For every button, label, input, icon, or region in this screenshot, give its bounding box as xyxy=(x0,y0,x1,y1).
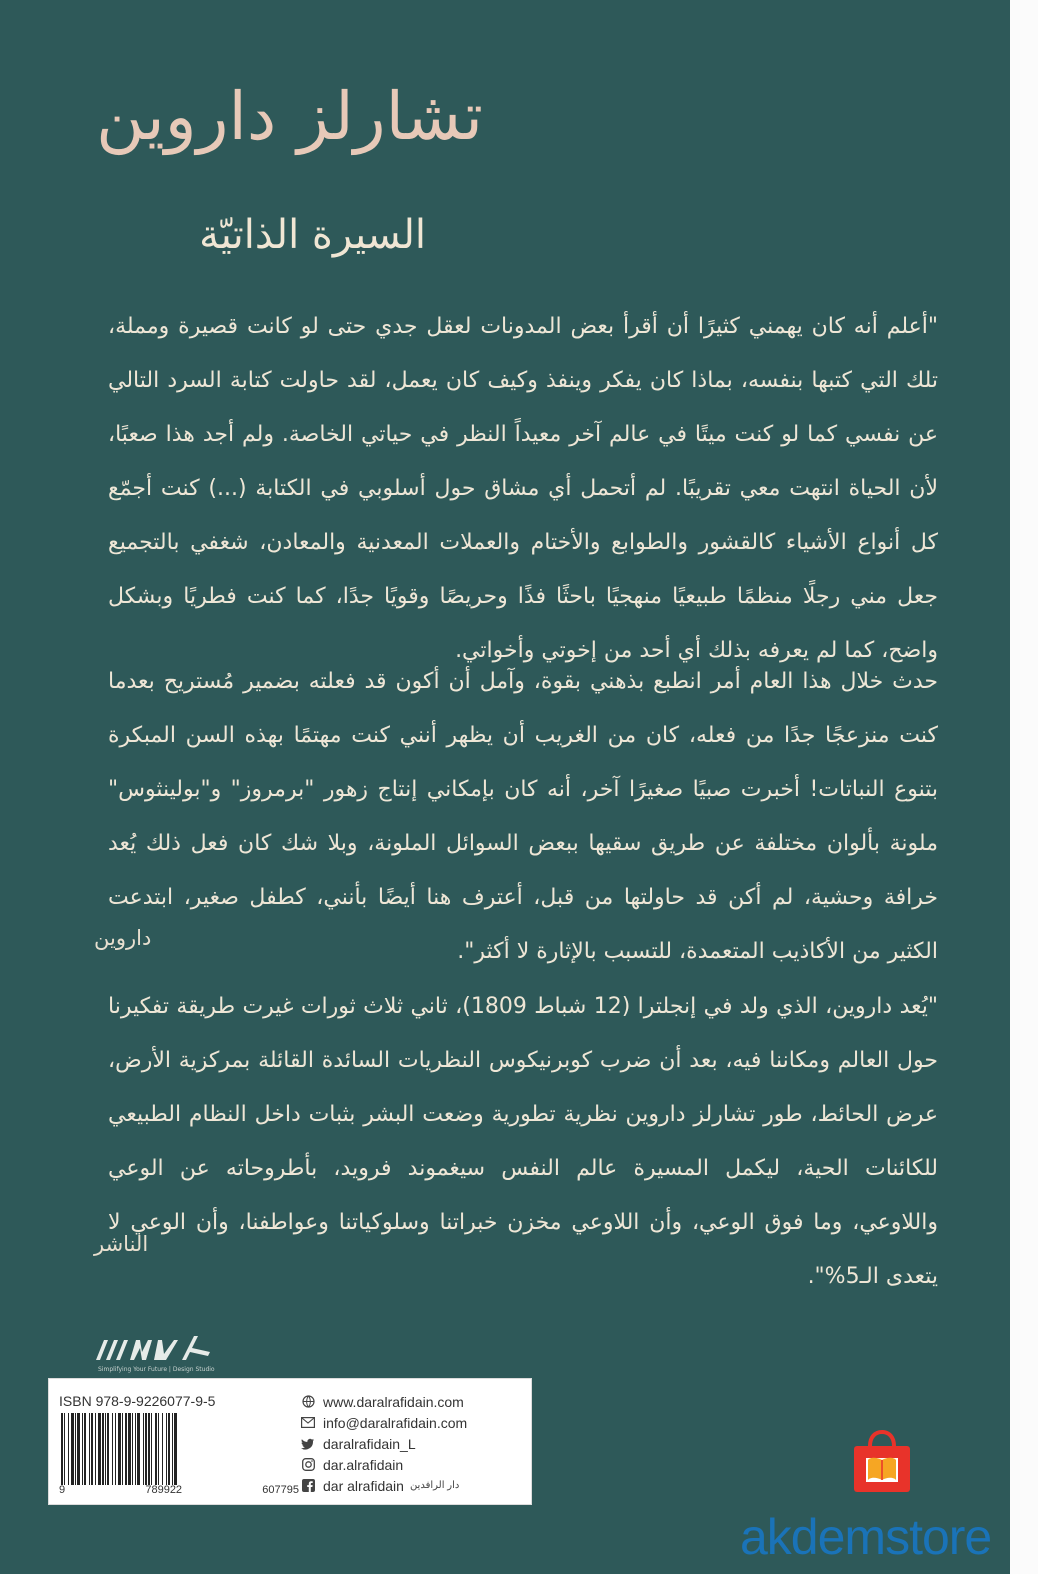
barcode-digits xyxy=(59,1484,299,1496)
contact-facebook-text: dar alrafidain xyxy=(323,1477,404,1494)
contact-twitter[interactable] xyxy=(301,1433,527,1454)
contact-list xyxy=(301,1391,527,1496)
contact-email-text: info@daralrafidain.com xyxy=(323,1414,468,1431)
barcode-digit-group: 607795 xyxy=(262,1484,299,1496)
quote-paragraph-2: حدث خلال هذا العام أمر انطبع بذهني بقوة، وآمل أن أكون قد فعلته بضمير مُستريح بعدما كنت منزعجًا جدًا من فعله، كان من الغريب أن يظهر أنني كنت مهتمًا بهذه السن المبكرة بتنوع النباتات! أخبرت صبيًا صغيرًا آخر، أنه كان بإمكاني إنتاج زهور "برمروز" و"بولينثوس" ملونة بألوان مختلفة عن طريق سقيها ببعض السوائل الملونة، وبلا شك كان فعل ذلك يُعد خرافة وحشية، لم أكن قد حاولتها من قبل، أعترف هنا أيضًا بأنني، كطفل صغير، ابتدعت الكثير من الأكاذيب المتعمدة، للتسبب بالإثارة لا أكثر". xyxy=(108,669,938,964)
publisher-logo-tagline: Simplifying Your Future | Design Studio xyxy=(98,1366,215,1373)
quote-attribution-darwin: داروين xyxy=(94,926,152,950)
book-title: تشارلز داروين xyxy=(96,78,483,155)
contact-website-text: www.daralrafidain.com xyxy=(323,1393,464,1410)
publisher-attribution: الناشر xyxy=(94,1232,149,1256)
store-watermark xyxy=(740,1428,1030,1574)
shopping-bag-icon xyxy=(850,1428,914,1494)
barcode-digit-group: 9 xyxy=(59,1484,66,1496)
contact-email[interactable] xyxy=(301,1412,527,1433)
isbn-contact-box xyxy=(48,1378,532,1505)
page-edge xyxy=(1010,0,1038,1574)
contact-instagram-text: dar.alrafidain xyxy=(323,1456,404,1473)
mail-icon xyxy=(301,1416,315,1430)
instagram-icon xyxy=(301,1458,315,1472)
book-subtitle: السيرة الذاتيّة xyxy=(199,212,426,258)
publisher-logo-mark xyxy=(92,1330,242,1366)
contact-facebook[interactable] xyxy=(301,1475,527,1496)
globe-icon xyxy=(301,1395,315,1409)
contact-website[interactable] xyxy=(301,1391,527,1412)
store-name: akdemstore xyxy=(740,1509,992,1565)
isbn-barcode xyxy=(61,1413,287,1485)
facebook-icon xyxy=(301,1479,315,1493)
contact-facebook-arabic: دار الرافدين xyxy=(409,1480,460,1491)
quote-paragraph-1: "أعلم أنه كان يهمني كثيرًا أن أقرأ بعض المدونات لعقل جدي حتى لو كانت قصيرة ومملة، تلك التي كتبها بنفسه، بماذا كان يفكر وينفذ وكيف كان يعمل، لقد حاولت كتابة السرد التالي عن نفسي كما لو كنت ميتًا في عالم آخر معيداً النظر في حياتي الخاصة. ولم أجد هذا صعبًا، لأن الحياة انتهت معي تقريبًا. لم أتحمل أي مشاق حول أسلوبي في الكتابة (...) كنت أجمّع كل أنواع الأشياء كالقشور والطوابع والأختام والعملات المعدنية والمعادن، شغفي بالتجميع جعل مني رجلًا منظمًا طبيعيًا منهجيًا باحثًا فذًا وحريصًا وقويًا جدًا، كما كنت فطريًا وبشكل واضح، كما لم يعرفه بذلك أي أحد من إخوتي وأخواتي. xyxy=(108,314,938,663)
publisher-logo xyxy=(92,1330,242,1380)
publisher-blurb: "يُعد داروين، الذي ولد في إنجلترا (12 شباط 1809)، ثاني ثلاث ثورات غيرت طريقة تفكيرنا حول العالم ومكاننا فيه، بعد أن ضرب كوبرنيكوس النظريات السائدة القائلة بمركزية الأرض، عرض الحائط، طور تشارلز داروين نظرية تطورية وضعت البشر بثبات داخل النظام الطبيعي للكائنات الحية، ليكمل المسيرة عالم النفس سيغموند فرويد، بأطروحاته عن الوعي واللاوعي، وما فوق الوعي، وأن اللاوعي مخزن خبراتنا وسلوكياتنا وعواطفنا، وأن الوعي لا يتعدى الـ5%". xyxy=(108,994,938,1289)
contact-instagram[interactable] xyxy=(301,1454,527,1475)
twitter-icon xyxy=(301,1437,315,1451)
barcode-digit-group: 789922 xyxy=(145,1484,183,1496)
isbn-label: ISBN 978-9-9226077-9-5 xyxy=(59,1393,216,1409)
contact-twitter-text: daralrafidain_L xyxy=(323,1435,416,1452)
barcode-stripe xyxy=(177,1413,178,1485)
